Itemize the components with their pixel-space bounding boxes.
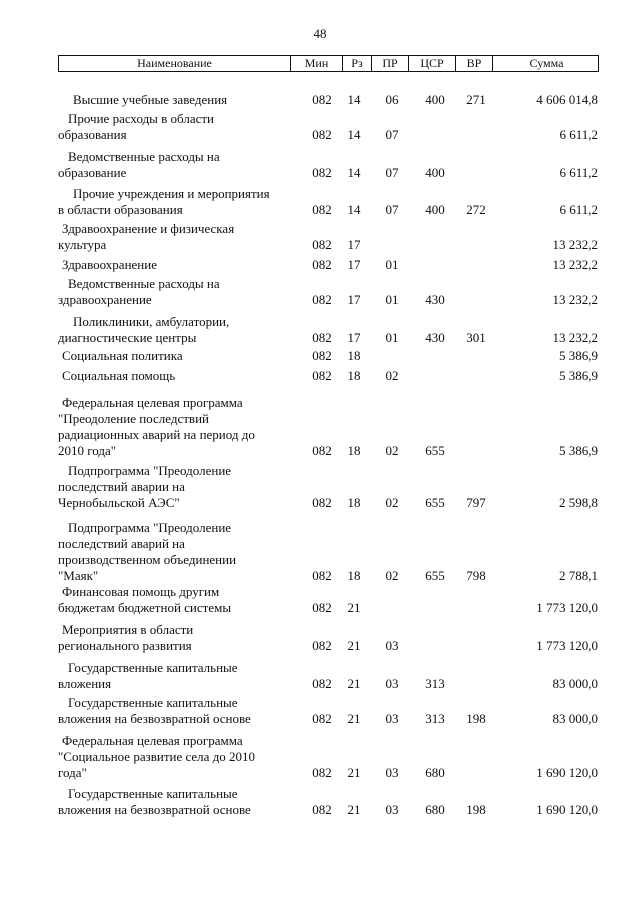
cell-csr: 655 [425,495,445,510]
cell-rz: 14 [347,202,361,217]
row-name-line: последствий аварий на [58,536,185,551]
row-name-line: "Маяк" [58,568,99,583]
cell-vr: 198 [466,711,486,726]
cell-min: 082 [312,292,332,307]
row-name-line: "Социальное развитие села до 2010 [58,749,256,764]
row-name-line: Федеральная целевая программа [62,395,243,410]
row-name-line: Чернобыльской АЭС" [58,495,180,510]
cell-sum: 1 773 120,0 [536,600,598,615]
cell-sum: 6 611,2 [559,202,598,217]
cell-pr: 07 [385,165,399,180]
cell-sum: 5 386,9 [559,443,598,458]
cell-min: 082 [312,330,332,345]
row-name-line: Государственные капитальные [68,786,238,801]
row-name-line: здравоохранение [58,292,152,307]
header-pr: ПР [371,56,408,71]
cell-min: 082 [312,165,332,180]
cell-rz: 21 [347,600,361,615]
cell-min: 082 [312,568,332,583]
cell-csr: 680 [425,765,445,780]
cell-sum: 2 598,8 [559,495,598,510]
cell-pr: 01 [385,330,399,345]
header-min: Мин [290,56,342,71]
cell-rz: 21 [347,676,361,691]
cell-sum: 6 611,2 [559,165,598,180]
row-name-line: в области образования [58,202,183,217]
cell-sum: 83 000,0 [552,711,598,726]
cell-rz: 21 [347,711,361,726]
row-name-line: бюджетам бюджетной системы [58,600,232,615]
cell-pr: 01 [385,292,399,307]
row-name-line: Мероприятия в области [62,622,194,637]
cell-min: 082 [312,127,332,142]
cell-sum: 1 773 120,0 [536,638,598,653]
row-name-line: 2010 года" [58,443,117,458]
cell-csr: 680 [425,802,445,817]
row-name-line: Поликлиники, амбулатории, [73,314,230,329]
cell-pr: 03 [385,711,399,726]
cell-rz: 18 [347,443,361,458]
cell-pr: 03 [385,676,399,691]
cell-sum: 13 232,2 [552,292,598,307]
cell-sum: 13 232,2 [552,257,598,272]
cell-vr: 798 [466,568,486,583]
cell-pr: 02 [385,568,399,583]
cell-min: 082 [312,495,332,510]
row-name-line: образование [58,165,127,180]
row-name-line: культура [58,237,107,252]
row-name-line: вложения на безвозвратной основе [58,802,251,817]
row-name-line: Подпрограмма "Преодоление [68,520,232,535]
row-name-line: "Преодоление последствий [58,411,209,426]
cell-rz: 14 [347,127,361,142]
cell-sum: 83 000,0 [552,676,598,691]
cell-rz: 17 [347,330,361,345]
row-name [58,786,290,818]
cell-rz: 14 [347,165,361,180]
cell-sum: 6 611,2 [559,127,598,142]
cell-min: 082 [312,802,332,817]
cell-min: 082 [312,638,332,653]
row-name-line: Здравоохранение и физическая [62,221,235,236]
cell-rz: 18 [347,368,361,383]
cell-rz: 17 [347,237,361,252]
cell-pr: 01 [385,257,399,272]
cell-rz: 18 [347,568,361,583]
cell-sum: 2 788,1 [559,568,598,583]
cell-rz: 17 [347,292,361,307]
row-name-line: образования [58,127,127,142]
row-name-line: Государственные капитальные [68,660,238,675]
row-name-line: Социальная политика [62,348,183,363]
row-name-line: Ведомственные расходы на [68,149,220,164]
cell-csr: 430 [425,292,445,307]
cell-rz: 14 [347,92,361,107]
row-name-line: последствий аварии на [58,479,185,494]
cell-csr: 400 [425,92,445,107]
row-name-line: Государственные капитальные [68,695,238,710]
header-csr: ЦСР [408,56,455,71]
cell-pr: 02 [385,368,399,383]
header-vr: ВР [455,56,492,71]
header-rz: Рз [342,56,371,71]
cell-csr: 400 [425,165,445,180]
row-name-line: Ведомственные расходы на [68,276,220,291]
cell-sum: 13 232,2 [552,330,598,345]
cell-csr: 655 [425,568,445,583]
page-number: 48 [313,26,327,41]
row-name-line: регионального развития [58,638,192,653]
cell-csr: 313 [425,711,445,726]
row-name-line: Финансовая помощь другим [62,584,220,599]
cell-pr: 03 [385,765,399,780]
row-name-line: Прочие учреждения и мероприятия [73,186,270,201]
cell-rz: 18 [347,495,361,510]
cell-csr: 313 [425,676,445,691]
row-name-line: Социальная помощь [62,368,176,383]
cell-min: 082 [312,765,332,780]
cell-rz: 18 [347,348,361,363]
cell-min: 082 [312,711,332,726]
cell-vr: 271 [466,92,486,107]
cell-pr: 03 [385,802,399,817]
cell-pr: 03 [385,638,399,653]
row-name-line: Прочие расходы в области [68,111,215,126]
cell-sum: 1 690 120,0 [536,802,598,817]
cell-min: 082 [312,237,332,252]
cell-rz: 21 [347,765,361,780]
cell-vr: 797 [466,495,486,510]
row-name-line: вложения [58,676,112,691]
row-name-line: производственном объединении [58,552,237,567]
cell-min: 082 [312,676,332,691]
cell-vr: 198 [466,802,486,817]
cell-sum: 5 386,9 [559,348,598,363]
row-name-line: Высшие учебные заведения [73,92,228,107]
cell-rz: 21 [347,802,361,817]
cell-rz: 21 [347,638,361,653]
cell-pr: 02 [385,443,399,458]
cell-min: 082 [312,348,332,363]
row-name-line: года" [58,765,87,780]
row-name-line: диагностические центры [58,330,197,345]
cell-sum: 5 386,9 [559,368,598,383]
cell-vr: 272 [466,202,486,217]
cell-pr: 07 [385,127,399,142]
cell-min: 082 [312,600,332,615]
row-name-line: вложения на безвозвратной основе [58,711,251,726]
row-name-line: Здравоохранение [62,257,157,272]
cell-sum: 13 232,2 [552,237,598,252]
cell-csr: 655 [425,443,445,458]
cell-pr: 06 [385,92,399,107]
cell-pr: 02 [385,495,399,510]
cell-min: 082 [312,202,332,217]
cell-csr: 430 [425,330,445,345]
header-name: Наименование [137,56,212,70]
cell-min: 082 [312,368,332,383]
cell-sum: 4 606 014,8 [536,92,598,107]
cell-csr: 400 [425,202,445,217]
cell-vr: 301 [466,330,486,345]
cell-sum: 1 690 120,0 [536,765,598,780]
row-name-line: радиационных аварий на период до [58,427,255,442]
cell-min: 082 [312,257,332,272]
cell-rz: 17 [347,257,361,272]
row-name-line: Федеральная целевая программа [62,733,243,748]
header-sum: Сумма [492,56,600,71]
cell-min: 082 [312,443,332,458]
cell-min: 082 [312,92,332,107]
cell-pr: 07 [385,202,399,217]
row-name-line: Подпрограмма "Преодоление [68,463,232,478]
